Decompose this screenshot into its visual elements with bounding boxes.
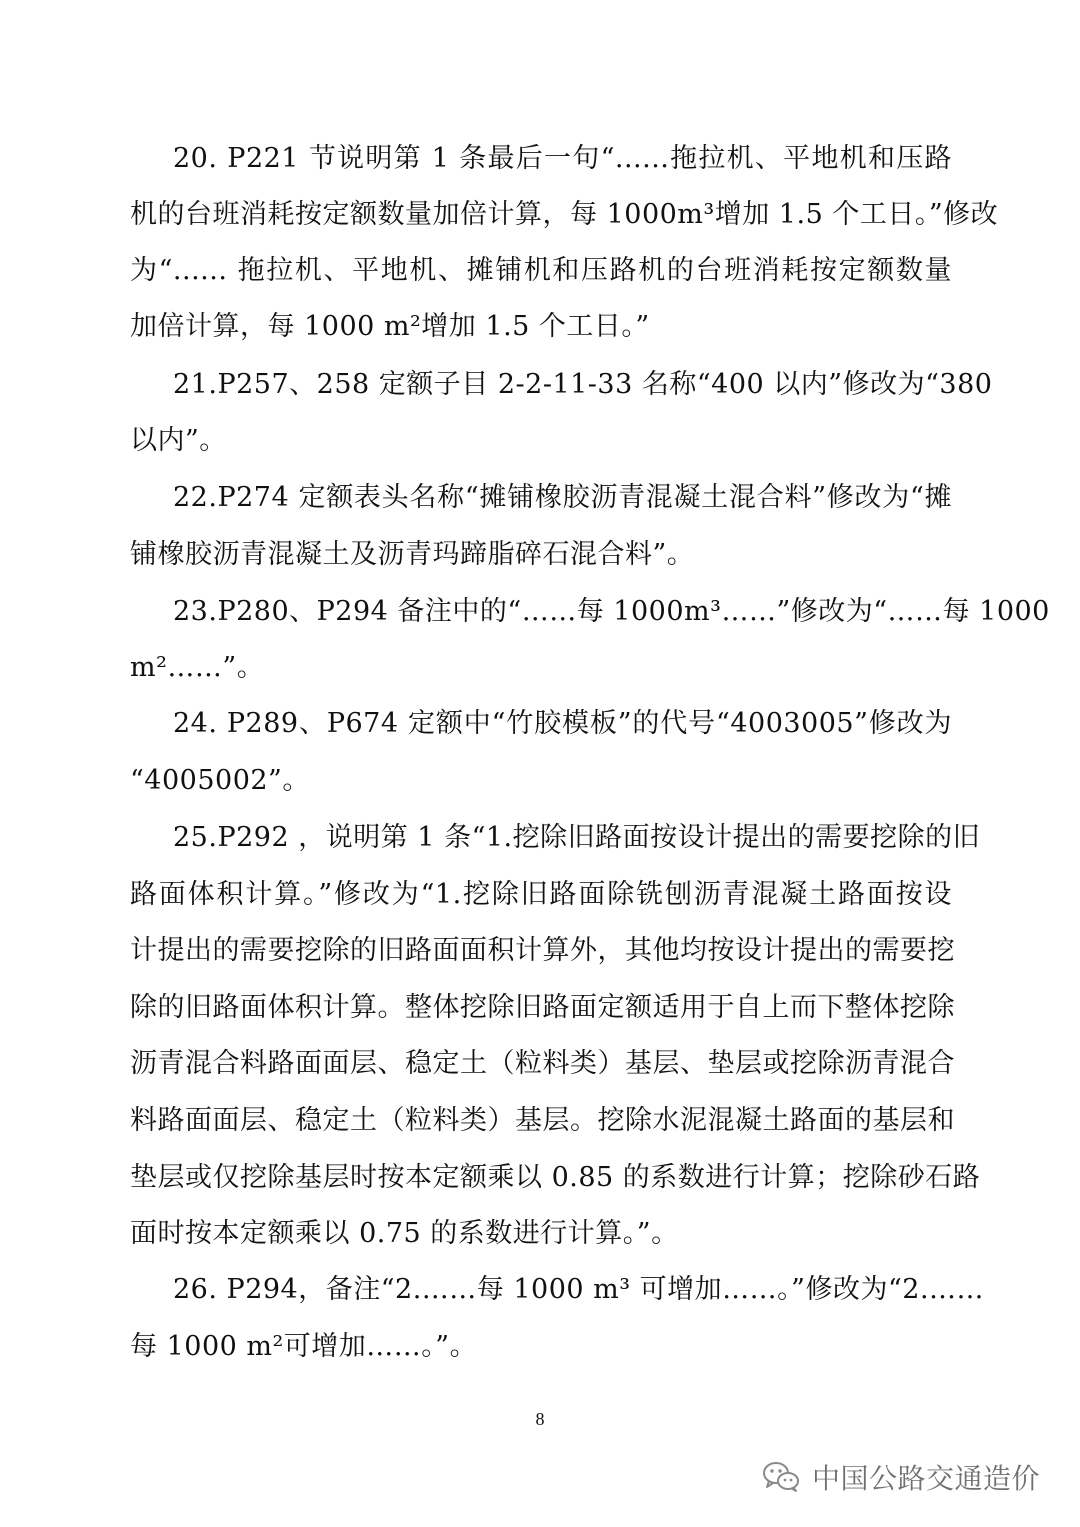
paragraph-25-line-2: 路面体积计算。”修改为“1.挖除旧路面除铣刨沥青混凝土路面按设 bbox=[130, 879, 952, 910]
paragraph-25-line-7: 垫层或仅挖除基层时按本定额乘以 0.85 的系数进行计算；挖除砂石路 bbox=[130, 1162, 981, 1193]
paragraph-21-line-1: 21.P257、258 定额子目 2-2-11-33 名称“400 以内”修改为“380 bbox=[173, 369, 993, 400]
paragraph-20-line-4: 加倍计算，每 1000 m²增加 1.5 个工日。” bbox=[130, 311, 650, 342]
paragraph-22-line-2: 铺橡胶沥青混凝土及沥青玛蹄脂碎石混合料”。 bbox=[130, 539, 695, 570]
paragraph-23-line-1: 23.P280、P294 备注中的“……每 1000m³……”修改为“……每 1000 bbox=[173, 596, 1050, 627]
paragraph-25-line-8: 面时按本定额乘以 0.75 的系数进行计算。”。 bbox=[130, 1218, 679, 1249]
paragraph-20-line-3: 为“...... 拖拉机、平地机、摊铺机和压路机的台班消耗按定额数量 bbox=[130, 255, 952, 286]
paragraph-23-line-2: m²……”。 bbox=[130, 652, 265, 683]
watermark bbox=[762, 1455, 1040, 1499]
wechat-icon bbox=[762, 1461, 800, 1493]
paragraph-25-line-6: 料路面面层、稳定土（粒料类）基层。挖除水泥混凝土路面的基层和 bbox=[130, 1105, 955, 1136]
watermark-text: 中国公路交通造价 bbox=[811, 1462, 1040, 1495]
paragraph-20-line-2: 机的台班消耗按定额数量加倍计算，每 1000m³增加 1.5 个工日。”修改 bbox=[130, 199, 999, 230]
paragraph-25-line-4: 除的旧路面体积计算。整体挖除旧路面定额适用于自上而下整体挖除 bbox=[130, 992, 955, 1023]
paragraph-25-line-1: 25.P292 ，说明第 1 条“1.挖除旧路面按设计提出的需要挖除的旧 bbox=[173, 822, 981, 853]
paragraph-21-line-2: 以内”。 bbox=[130, 425, 227, 456]
paragraph-25-line-5: 沥青混合料路面面层、稳定土（粒料类）基层、垫层或挖除沥青混合 bbox=[130, 1048, 955, 1079]
paragraph-26-line-1: 26. P294，备注“2.……每 1000 m³ 可增加……。”修改为“2.…… bbox=[173, 1274, 985, 1305]
paragraph-22-line-1: 22.P274 定额表头名称“摊铺橡胶沥青混凝土混合料”修改为“摊 bbox=[173, 482, 952, 513]
paragraph-26-line-2: 每 1000 m²可增加……。”。 bbox=[130, 1331, 478, 1362]
page-number: 8 bbox=[535, 1409, 545, 1429]
paragraph-20-line-1: 20. P221 节说明第 1 条最后一句“......拖拉机、平地机和压路 bbox=[173, 143, 952, 174]
paragraph-24-line-1: 24. P289、P674 定额中“竹胶模板”的代号“4003005”修改为 bbox=[173, 708, 952, 739]
paragraph-25-line-3: 计提出的需要挖除的旧路面面积计算外，其他均按设计提出的需要挖 bbox=[130, 935, 955, 966]
paragraph-24-line-2: “4005002”。 bbox=[130, 765, 310, 796]
